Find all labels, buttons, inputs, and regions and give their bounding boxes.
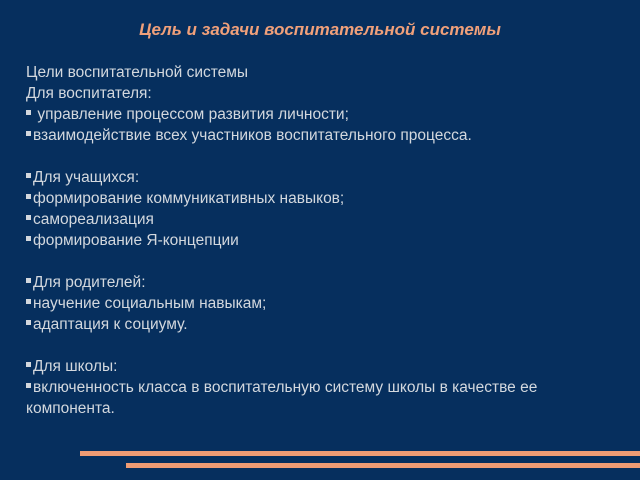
bullet-icon: [26, 362, 31, 367]
bullet-icon: [26, 320, 31, 325]
bullet-icon: [26, 173, 31, 178]
bullet-icon: [26, 236, 31, 241]
group-label-parents: Для родителей:: [26, 272, 626, 293]
list-item: управление процессом развития личности;: [26, 104, 626, 125]
bullet-icon: [26, 278, 31, 283]
bullet-icon: [26, 194, 31, 199]
accent-bar-top: [80, 451, 640, 456]
content-heading: Цели воспитательной системы: [26, 64, 249, 81]
bullet-icon: [26, 131, 31, 136]
list-item: научение социальным навыкам;: [26, 293, 626, 314]
bullet-icon: [26, 383, 31, 388]
list-item: формирование коммуникативных навыков;: [26, 188, 626, 209]
list-item: самореализация: [26, 209, 626, 230]
accent-bar-bottom: [126, 463, 640, 468]
bullet-icon: [26, 299, 31, 304]
list-item: формирование Я-концепции: [26, 230, 626, 251]
list-item: взаимодействие всех участников воспитательного процесса.: [26, 125, 626, 146]
list-item: включенность класса в воспитательную систему школы в качестве ее компонента.: [26, 379, 538, 417]
group-label-teacher: Для воспитателя:: [26, 85, 152, 102]
group-label-school: Для школы:: [26, 356, 626, 377]
slide-title: Цель и задачи воспитательной системы: [139, 20, 501, 39]
bullet-icon: [26, 110, 31, 115]
slide-content: [26, 62, 626, 419]
bullet-icon: [26, 215, 31, 220]
group-label-students: Для учащихся:: [26, 167, 626, 188]
list-item: адаптация к социуму.: [26, 314, 626, 335]
